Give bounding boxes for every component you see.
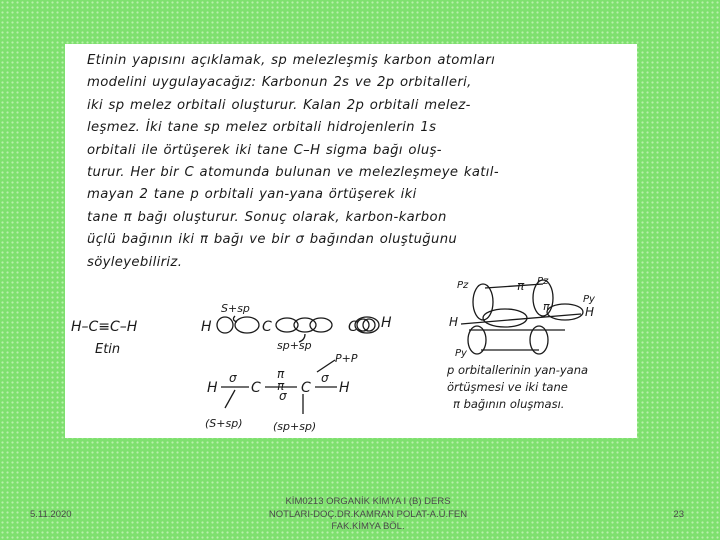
pz-lobe — [473, 284, 493, 320]
bond-schematic — [205, 352, 358, 433]
chemistry-figures — [65, 44, 637, 438]
sigma-label-left: σ — [229, 371, 237, 385]
formula-text: H–C≡C–H — [71, 319, 138, 335]
page-number: 23 — [673, 509, 684, 520]
label-h-left: H — [449, 315, 459, 329]
arrow-line — [225, 390, 235, 408]
label-s-sp-bottom: (S+sp) — [205, 417, 243, 430]
overlap-caption — [446, 363, 588, 411]
label-p-p: P+P — [335, 352, 358, 365]
formula-name: Etin — [95, 342, 121, 357]
label-py-left: Py — [455, 348, 467, 359]
footer-course-info — [248, 496, 488, 534]
sp-orbital-lobe — [310, 318, 332, 332]
bond-atom-c-2: C — [301, 380, 311, 396]
py-lobe — [547, 304, 583, 320]
footer-line: KİM0213 ORGANİK KİMYA I (B) DERS — [285, 496, 451, 507]
sp-orbital-lobe — [235, 317, 259, 333]
label-pi-mid: π — [543, 300, 550, 313]
pi-label-top: π — [277, 367, 285, 381]
paragraph-line: iki sp melez orbitali oluşturur. Kalan 2p orbitali melez- — [87, 97, 471, 113]
paragraph-line: modelini uygulayacağız: Karbonun 2s ve 2p orbitalleri, — [87, 75, 472, 91]
p-orbital-overlap-sketch — [449, 276, 596, 359]
footer-line: FAK.KİMYA BÖL. — [331, 521, 405, 532]
paragraph-line: Etinin yapısını açıklamak, sp melezleşmiş karbon atomları — [87, 53, 496, 68]
bond-atom-h-right: H — [339, 380, 350, 396]
pi-label-mid: π — [277, 379, 285, 393]
label-sp-sp-bottom: (sp+sp) — [273, 420, 317, 433]
caption-line: π bağının oluşması. — [453, 397, 565, 411]
atom-c-1: C — [262, 319, 272, 335]
label-pi-top: π — [517, 279, 525, 293]
label-pz-right: Pz — [537, 276, 549, 287]
paragraph-line: üçlü bağının iki π bağı ve bir σ bağından oluştuğunu — [87, 232, 458, 248]
paragraph-line: mayan 2 tane p orbitali yan-yana örtüşerek iki — [87, 187, 417, 203]
paragraph-line: leşmez. İki tane sp melez orbitali hidrojenlerin 1s — [87, 120, 437, 136]
bond-atom-h-left: H — [207, 380, 218, 396]
s-orbital — [217, 317, 233, 333]
label-pz-left: Pz — [457, 280, 469, 291]
atom-c-2: C — [348, 319, 358, 335]
caption-line: p orbitallerinin yan-yana — [447, 363, 589, 377]
label-h-right: H — [585, 305, 595, 319]
paragraph-line: orbitali ile örtüşerek iki tane C–H sigma bağı oluş- — [87, 142, 442, 158]
label-py-right: Py — [583, 294, 595, 305]
atom-h-left: H — [201, 319, 212, 335]
sp-orbital-lobe — [276, 318, 298, 332]
sigma-orbital-diagram — [201, 302, 392, 352]
caption-line: örtüşmesi ve iki tane — [447, 380, 568, 394]
sigma-label-mid: σ — [279, 389, 287, 403]
py-lobe — [483, 309, 527, 327]
paragraph-line: turur. Her bir C atomunda bulunan ve melezleşmeye katıl- — [87, 165, 499, 181]
paragraph-line: söyleyebiliriz. — [87, 254, 183, 270]
ethyne-formula — [71, 319, 138, 357]
footer-date: 5.11.2020 — [30, 509, 72, 520]
handwritten-notes-page — [65, 44, 637, 438]
label-s-sp: S+sp — [221, 302, 250, 315]
sigma-label-right: σ — [321, 371, 329, 385]
bond-atom-c-1: C — [251, 380, 261, 396]
atom-h-right: H — [381, 315, 392, 331]
paragraph-line: tane π bağı oluşturur. Sonuç olarak, karbon-karbon — [87, 209, 447, 225]
label-sp-sp: sp+sp — [277, 339, 312, 352]
footer-line: NOTLARI-DOÇ.DR.KAMRAN POLAT-A.Ü.FEN — [268, 508, 468, 520]
